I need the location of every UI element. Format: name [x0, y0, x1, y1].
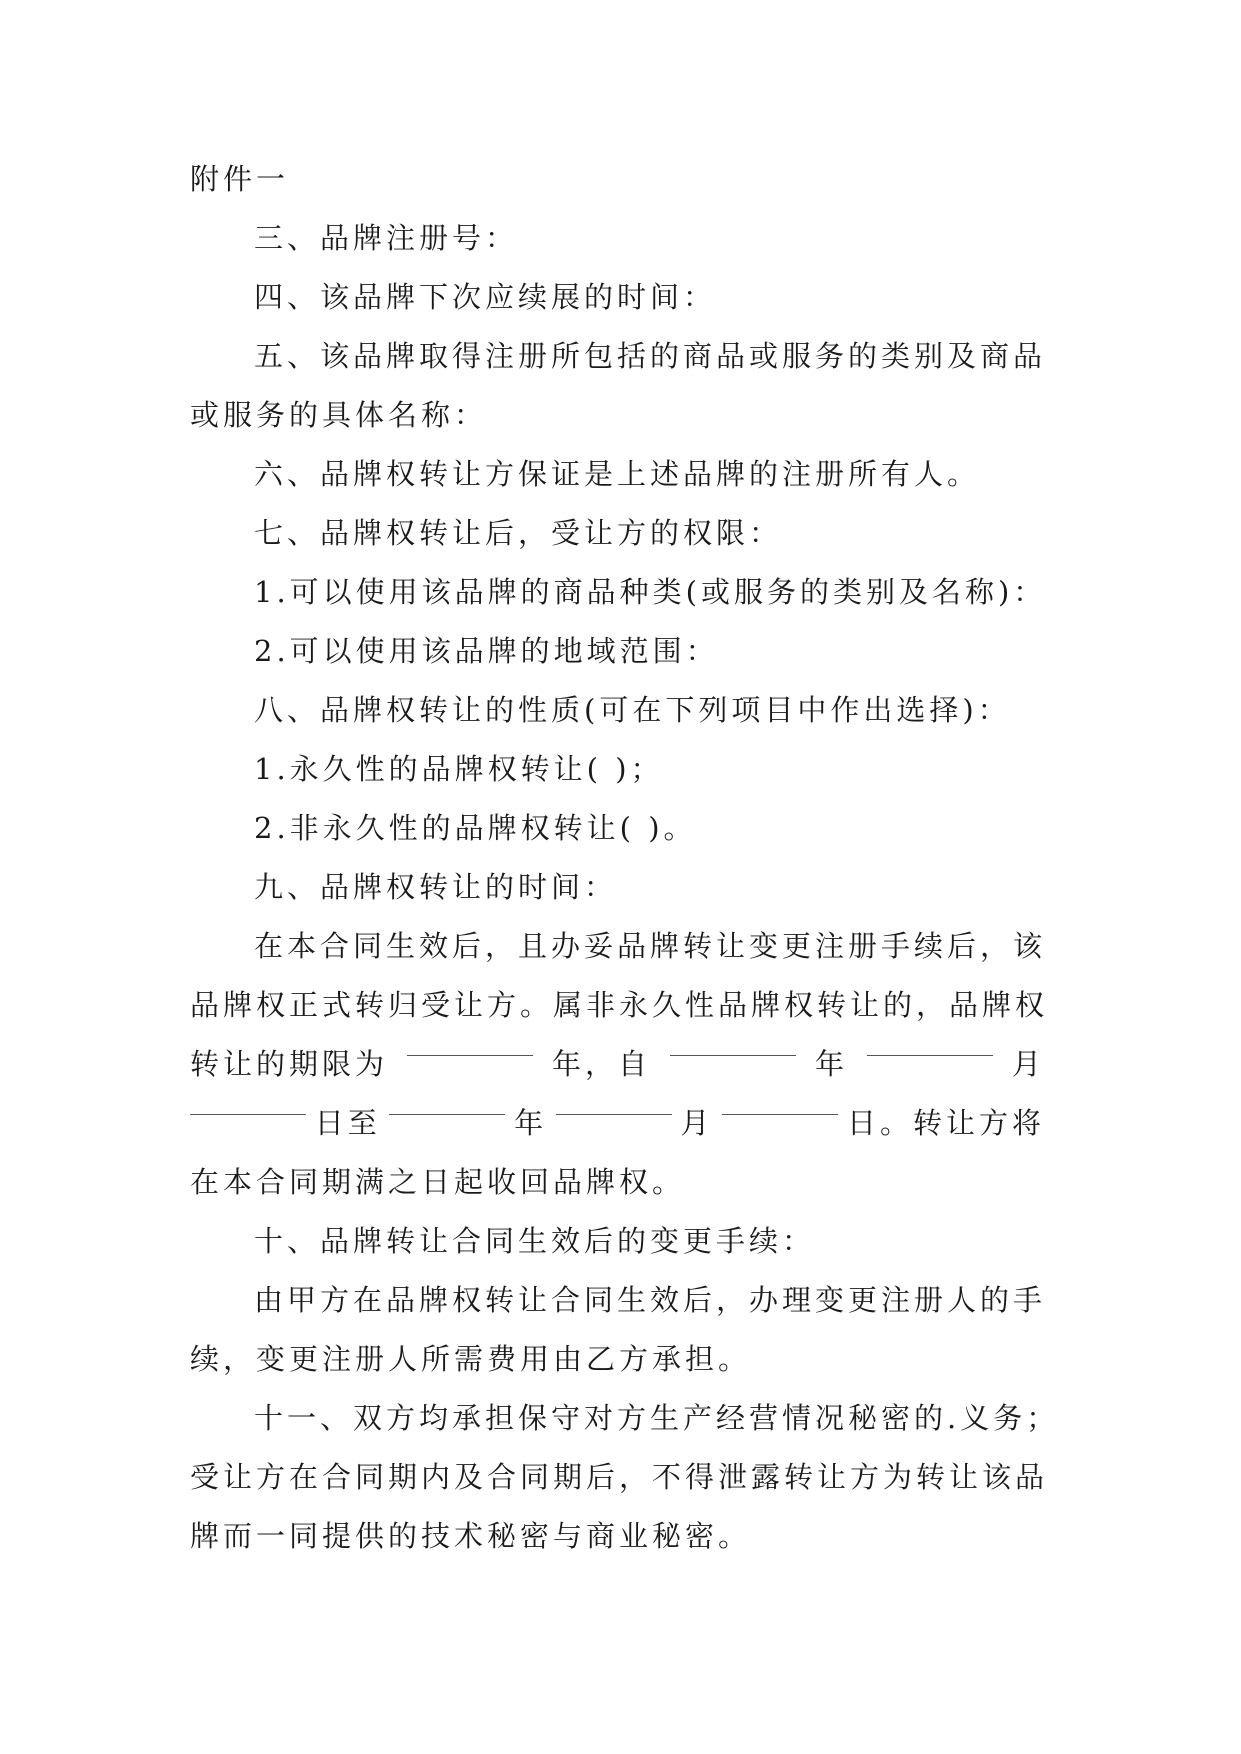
year-from-label: 年，自	[551, 1047, 651, 1081]
clause-9-paragraph-line-2: 品牌权正式转归受让方。属非永久性品牌权转让的，品牌权	[190, 988, 1049, 1022]
clause-3: 三、品牌注册号：	[254, 221, 519, 255]
clause-9-paragraph-line-1: 在本合同生效后，且办妥品牌转让变更注册手续后，该	[254, 929, 1047, 963]
clause-11-line-2: 受让方在合同期内及合同期后，不得泄露转让方为转让该品	[190, 1460, 1049, 1494]
clause-7: 七、品牌权转让后，受让方的权限：	[254, 516, 783, 550]
start-month-blank	[867, 1035, 993, 1056]
clause-8-item-1: 1.永久性的品牌权转让( )；	[254, 752, 664, 786]
clause-4: 四、该品牌下次应续展的时间：	[254, 280, 717, 314]
clause-8-item-2: 2.非永久性的品牌权转让( )。	[254, 811, 697, 845]
end-year-label: 年	[514, 1106, 548, 1140]
clause-10-paragraph-line-1: 由甲方在品牌权转让合同生效后，办理变更注册人的手	[254, 1283, 1047, 1317]
clause-10: 十、品牌转让合同生效后的变更手续：	[254, 1224, 816, 1258]
end-month-label: 月	[680, 1106, 714, 1140]
document-body	[190, 150, 1060, 1566]
start-year-blank	[670, 1035, 796, 1056]
clause-9: 九、品牌权转让的时间：	[254, 870, 618, 904]
end-month-blank	[556, 1094, 672, 1115]
start-day-blank	[190, 1094, 306, 1115]
clause-8: 八、品牌权转让的性质(可在下列项目中作出选择)：	[254, 693, 1011, 727]
clause-10-paragraph-line-2: 续，变更注册人所需费用由乙方承担。	[190, 1342, 752, 1376]
attachment-heading: 附件一	[190, 162, 290, 196]
clause-9-paragraph-line-5: 在本合同期满之日起收回品牌权。	[190, 1165, 686, 1199]
clause-5-line-1: 五、该品牌取得注册所包括的商品或服务的类别及商品	[254, 339, 1047, 373]
clause-11-line-1: 十一、双方均承担保守对方生产经营情况秘密的.义务；	[254, 1401, 1060, 1435]
end-day-label: 日。转让方将	[846, 1106, 1045, 1140]
clause-9-paragraph-line-3	[190, 1035, 1045, 1094]
end-year-blank	[389, 1094, 505, 1115]
month-label: 月	[1011, 1047, 1045, 1081]
term-label: 转让的期限为	[190, 1047, 389, 1081]
clause-6: 六、品牌权转让方保证是上述品牌的注册所有人。	[254, 457, 981, 491]
clause-9-paragraph-line-4	[190, 1094, 1045, 1153]
end-day-blank	[722, 1094, 838, 1115]
year-label: 年	[814, 1047, 848, 1081]
clause-5-line-2: 或服务的具体名称：	[190, 398, 488, 432]
clause-7-item-2: 2.可以使用该品牌的地域范围：	[254, 634, 719, 668]
clause-11-line-3: 牌而一同提供的技术秘密与商业秘密。	[190, 1519, 752, 1553]
clause-7-item-1: 1.可以使用该品牌的商品种类(或服务的类别及名称)：	[254, 575, 1047, 609]
term-years-blank	[407, 1035, 533, 1056]
day-to-label: 日至	[314, 1106, 381, 1140]
